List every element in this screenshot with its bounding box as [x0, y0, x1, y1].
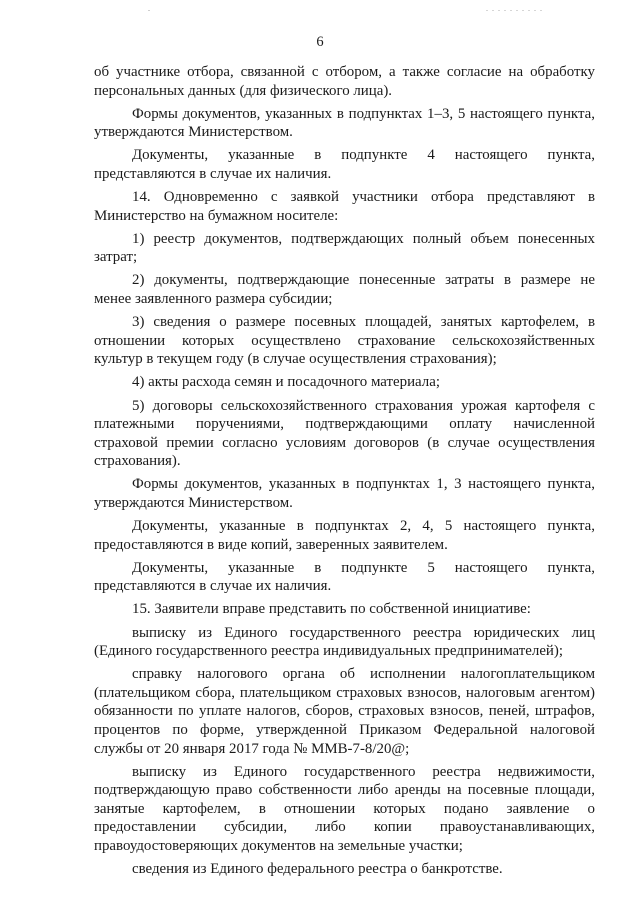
paragraph-14-start: 14. Одновременно с заявкой участники отбора представляют в	[132, 189, 595, 206]
text-line: Формы документов, указанных в подпунктах 1, 3 настоящего пункта,	[132, 476, 595, 493]
scan-artifact	[486, 10, 546, 11]
text-line: Министерство на бумажном носителе:	[94, 207, 339, 224]
text-line: страховой премии согласно условиям договоров (в случае осуществления	[94, 434, 595, 451]
text-line: обязанности по уплате налогов, сборов, страховых взносов, пеней, штрафов,	[94, 703, 595, 720]
text-line: предоставлении субсидии, либо копии правоустанавливающих,	[94, 819, 595, 836]
text-line: правоудостоверяющих документов на земельные участки;	[94, 838, 463, 855]
text-line: отношении которых осуществлено страхование сельскохозяйственных	[94, 332, 595, 349]
text-line: Формы документов, указанных в подпунктах 1–3, 5 настоящего пункта,	[132, 105, 595, 122]
text-line: персональных данных (для физического лица).	[94, 82, 393, 99]
text-line: предоставляются в виде копий, заверенных заявителем.	[94, 536, 448, 553]
list-item-2: 2) документы, подтверждающие понесенные затраты в размере не	[132, 272, 595, 289]
text-line: менее заявленного размера субсидии;	[94, 291, 333, 308]
text-line: утверждаются Министерством.	[94, 124, 293, 141]
list-item-4: 4) акты расхода семян и посадочного материала;	[132, 374, 440, 391]
text-line: страхования).	[94, 453, 181, 470]
text-line: об участнике отбора, связанной с отбором, а также согласие на обработку	[94, 64, 595, 80]
document-body	[94, 63, 595, 879]
scan-artifact	[148, 10, 150, 11]
list-item-3: 3) сведения о размере посевных площадей, занятых картофелем, в	[132, 314, 595, 331]
text-line: службы от 20 января 2017 года № ММВ-7-8/20@;	[94, 740, 410, 757]
text-line: платежными поручениями, подтверждающими оплату начисленной	[94, 416, 595, 433]
paragraph-15-start: 15. Заявители вправе представить по собственной инициативе:	[132, 601, 531, 618]
text-line: сведения из Единого федерального реестра о банкротстве.	[132, 861, 503, 878]
text-line: представляются в случае их наличия.	[94, 578, 332, 595]
text-line: Документы, указанные в подпункте 5 настоящего пункта,	[132, 559, 595, 576]
text-line: Документы, указанные в подпунктах 2, 4, 5 настоящего пункта,	[132, 518, 595, 535]
text-line: (Единого государственного реестра индивидуальных предпринимателей);	[94, 643, 563, 660]
text-line: справку налогового органа об исполнении налогоплательщиком	[132, 666, 595, 683]
text-line: подтверждающую право собственности либо аренды на посевные площади,	[94, 782, 595, 799]
text-line: представляются в случае их наличия.	[94, 165, 332, 182]
text-line: затрат;	[94, 249, 138, 266]
text-line: утверждаются Министерством.	[94, 494, 293, 511]
list-item-1: 1) реестр документов, подтверждающих полный объем понесенных	[132, 230, 595, 247]
text-line: (плательщиком сбора, плательщиком страховых взносов, налоговым агентом)	[94, 684, 595, 701]
page-number: 6	[316, 34, 324, 50]
text-line: занятые картофелем, в отношении которых подано заявление о	[94, 800, 595, 817]
text-line: культур в текущем году (в случае осуществления страхования);	[94, 351, 497, 368]
text-line: Документы, указанные в подпункте 4 настоящего пункта,	[132, 147, 595, 164]
text-line: процентов по форме, утвержденной Приказом Федеральной налоговой	[94, 722, 595, 738]
list-item-5: 5) договоры сельскохозяйственного страхования урожая картофеля с	[132, 397, 595, 414]
text-line: выписку из Единого государственного реестра юридических лиц	[132, 624, 595, 641]
text-line: выписку из Единого государственного реестра недвижимости,	[132, 763, 595, 780]
